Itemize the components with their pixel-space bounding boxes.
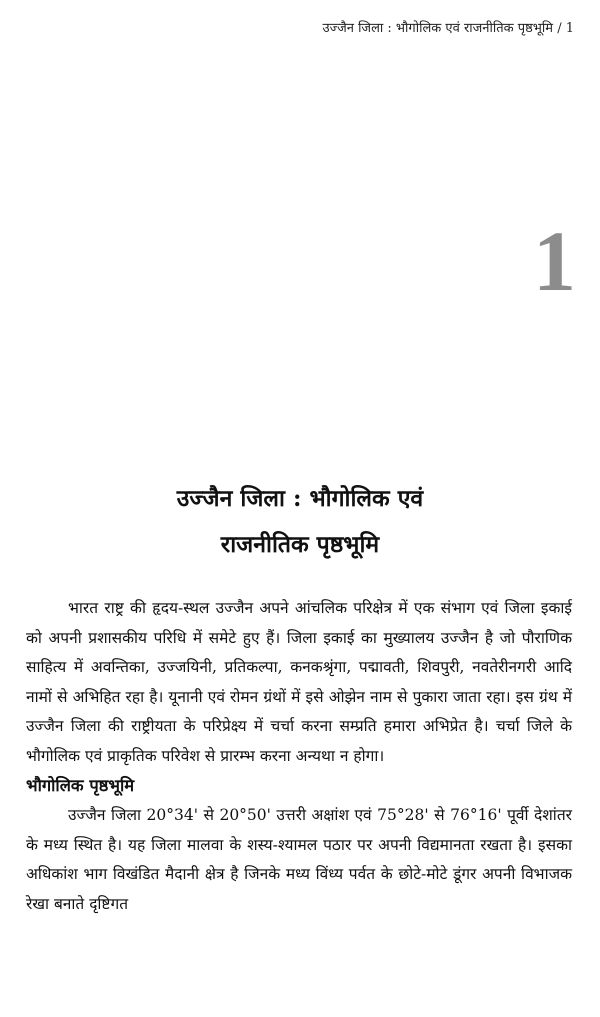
intro-paragraph: भारत राष्ट्र की हृदय-स्थल उज्जैन अपने आंचलिक परिक्षेत्र में एक संभाग एवं जिला इकाई को अपनी प्रशासकीय परिधि में समेटे हुए हैं। जिला इकाई का मुख्यालय उज्जैन है जो पौराणिक साहित्य में अवन्तिका, उज्जयिनी, प्रतिकल्पा, कनकश्रृंगा, पद्मावती, शिवपुरी, नवतेरीनगरी आदि नामों से अभिहित रहा है। यूनानी एवं रोमन ग्रंथों में इसे ओझेन नाम से पुकारा जाता रहा। इस ग्रंथ में उज्जैन जिला की राष्ट्रीयता के परिप्रेक्ष्य में चर्चा करना सम्प्रति हमारा अभिप्रेत है। चर्चा जिले के भौगोलिक एवं प्राकृतिक परिवेश से प्रारम्भ करना अन्यथा न होगा। <box>26 599 572 765</box>
body-text <box>26 594 572 919</box>
chapter-title-line-2: राजनीतिक पृष्ठभूमि <box>220 531 380 558</box>
chapter-title-line-1: उज्जैन जिला : भौगोलिक एवं <box>176 485 424 512</box>
chapter-number: 1 <box>533 213 576 309</box>
section-heading: भौगोलिक पृष्ठभूमि <box>26 776 135 795</box>
running-header: उज्जैन जिला : भौगोलिक एवं राजनीतिक पृष्ठभूमि / 1 <box>322 21 574 36</box>
geography-paragraph: उज्जैन जिला 20°34' से 20°50' उत्तरी अक्षांश एवं 75°28' से 76°16' पूर्वी देशांतर के मध्य स्थित है। यह जिला मालवा के शस्य-श्यामल पठार पर अपनी विद्यमानता रखता है। इसका अधिकांश भाग विखंडित मैदानी क्षेत्र है जिनके मध्य विंध्य पर्वत के छोटे-मोटे डूंगर अपनी विभाजक रेखा बनाते दृष्टिगत <box>26 806 572 913</box>
chapter-title <box>0 476 600 568</box>
